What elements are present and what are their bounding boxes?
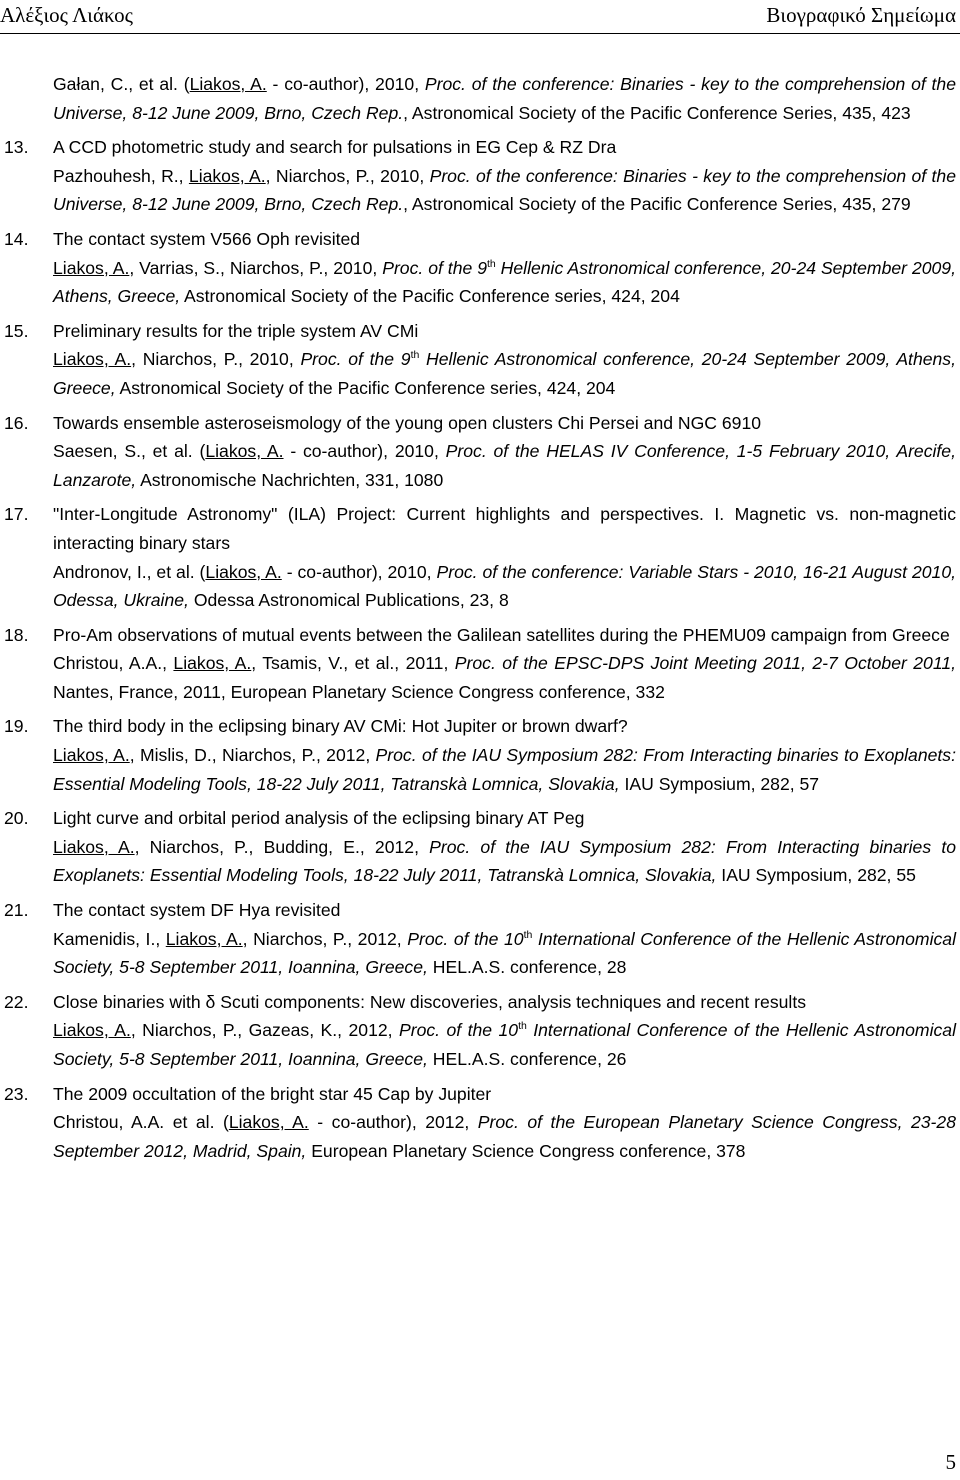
publication-title: Close binaries with δ Scuti components: New discoveries, analysis techniques and recent results — [53, 991, 807, 1012]
publication-entry-continued — [0, 70, 960, 127]
entry-number: 17. — [4, 504, 29, 525]
publication-entry-19 — [0, 712, 960, 798]
publication-entry-22 — [0, 988, 960, 1074]
liakos-author: Liakos, A. — [173, 653, 252, 674]
publication-title: A CCD photometric study and search for pulsations in EG Cep & RZ Dra — [53, 137, 617, 158]
publication-list — [0, 70, 960, 1171]
entry-number: 15. — [4, 320, 29, 341]
publication-entry-17 — [0, 500, 960, 614]
entry-number: 21. — [4, 900, 29, 921]
liakos-author: Liakos, A. — [53, 836, 135, 857]
publication-reference: Kamenidis, I., Liakos, A., Niarchos, P., 2012, Proc. of the 10th International Conference of the Hellenic Astronomical Society, 5-8 September 2011, Ioannina, Greece, HEL.A.S. conference, 28 — [53, 928, 956, 978]
entry-number: 14. — [4, 228, 29, 249]
publication-entry-13 — [0, 133, 960, 219]
publication-title: The contact system DF Hya revisited — [53, 900, 341, 921]
header-doc-title: Βιογραφικό Σημείωμα — [766, 3, 956, 27]
header-rule — [0, 33, 960, 34]
publication-entry-16 — [0, 409, 960, 495]
publication-reference: Liakos, A., Varrias, S., Niarchos, P., 2010, Proc. of the 9th Hellenic Astronomical conference, 20-24 September 2009, Athens, Greece, Astronomical Society of the Pacific Conference series, 424, 204 — [53, 257, 956, 307]
entry-number: 18. — [4, 624, 29, 645]
entry-number: 16. — [4, 412, 29, 433]
publication-entry-20 — [0, 804, 960, 890]
publication-reference: Gałan, C., et al. (Liakos, A. - co-author), 2010, Proc. of the conference: Binaries - key to the comprehension of the Universe, 8-12 June 2009, Brno, Czech Rep., Astronomical Society of the Pacific Conference Series, 435, 423 — [53, 74, 957, 123]
publication-title: The contact system V566 Oph revisited — [53, 228, 361, 249]
publication-title: Pro-Am observations of mutual events between the Galilean satellites during the PHEMU09 campaign from Greece — [53, 624, 950, 645]
liakos-author: Liakos, A. — [205, 561, 282, 582]
liakos-author: Liakos, A. — [53, 349, 132, 370]
entry-number: 20. — [4, 808, 29, 829]
publication-reference: Liakos, A., Niarchos, P., 2010, Proc. of the 9th Hellenic Astronomical conference, 20-24 September 2009, Athens, Greece, Astronomical Society of the Pacific Conference series, 424, 204 — [53, 349, 956, 398]
publication-title: The 2009 occultation of the bright star 45 Cap by Jupiter — [53, 1083, 492, 1104]
publication-title: Preliminary results for the triple system AV CMi — [53, 320, 419, 341]
publication-reference: Andronov, I., et al. (Liakos, A. - co-author), 2010, Proc. of the conference: Variable Stars - 2010, 16-21 August 2010, Odessa, Ukraine, Odessa Astronomical Publications, 23, 8 — [53, 561, 956, 611]
entry-number: 13. — [4, 137, 29, 158]
liakos-author: Liakos, A. — [228, 1112, 309, 1133]
publication-entry-15 — [0, 317, 960, 403]
publication-reference: Christou, A.A. et al. (Liakos, A. - co-author), 2012, Proc. of the European Planetary Science Congress, 23-28 September 2012, Madrid, Spain, European Planetary Science Congress conference, 378 — [53, 1112, 956, 1161]
liakos-author: Liakos, A. — [188, 165, 266, 186]
publication-entry-21 — [0, 896, 960, 982]
publication-reference: Liakos, A., Niarchos, P., Gazeas, K., 2012, Proc. of the 10th International Conference of the Hellenic Astronomical Society, 5-8 September 2011, Ioannina, Greece, HEL.A.S. conference, 26 — [53, 1020, 956, 1069]
publication-reference: Christou, A.A., Liakos, A., Tsamis, V., et al., 2011, Proc. of the EPSC-DPS Joint Meeting 2011, 2-7 October 2011, Nantes, France, 2011, European Planetary Science Congress conference, 332 — [53, 653, 956, 702]
publication-title: The third body in the eclipsing binary AV CMi: Hot Jupiter or brown dwarf? — [53, 716, 628, 737]
liakos-author: Liakos, A. — [53, 257, 130, 278]
publication-reference: Liakos, A., Mislis, D., Niarchos, P., 2012, Proc. of the IAU Symposium 282: From Interacting binaries to Exoplanets: Essential Modeling Tools, 18-22 July 2011, Tatranskà Lomnica, Slovakia, IAU Symposium, 282, 57 — [53, 745, 956, 794]
publication-title: "Inter-Longitude Astronomy" (ILA) Project: Current highlights and perspectives. I. Magnetic vs. non-magnetic interacting binary stars — [53, 504, 956, 553]
publication-title: Light curve and orbital period analysis of the eclipsing binary AT Peg — [53, 808, 585, 829]
publication-title: Towards ensemble asteroseismology of the young open clusters Chi Persei and NGC 6910 — [53, 412, 762, 433]
header-author: Αλέξιος Λιάκος — [0, 3, 133, 27]
publication-entry-18 — [0, 621, 960, 707]
page-number: 5 — [945, 1450, 956, 1474]
liakos-author: Liakos, A. — [205, 441, 284, 462]
liakos-author: Liakos, A. — [53, 745, 130, 766]
liakos-author: Liakos, A. — [189, 74, 267, 94]
publication-entry-14 — [0, 225, 960, 311]
liakos-author: Liakos, A. — [53, 1020, 131, 1041]
page-header — [0, 0, 960, 34]
entry-number: 19. — [4, 716, 29, 737]
entry-number: 22. — [4, 991, 29, 1012]
entry-number: 23. — [4, 1083, 29, 1104]
publication-reference: Pazhouhesh, R., Liakos, A., Niarchos, P., 2010, Proc. of the conference: Binaries - key to the comprehension of the Universe, 8-12 June 2009, Brno, Czech Rep., Astronomical Society of the Pacific Conference Series, 435, 279 — [53, 165, 956, 215]
publication-entry-23 — [0, 1080, 960, 1166]
publication-reference: Saesen, S., et al. (Liakos, A. - co-author), 2010, Proc. of the HELAS IV Conference, 1-5 February 2010, Arecife, Lanzarote, Astronomische Nachrichten, 331, 1080 — [53, 441, 956, 490]
publication-reference: Liakos, A., Niarchos, P., Budding, E., 2012, Proc. of the IAU Symposium 282: From Interacting binaries to Exoplanets: Essential Modeling Tools, 18-22 July 2011, Tatranskà Lomnica, Slovakia, IAU Symposium, 282, 55 — [53, 836, 956, 886]
liakos-author: Liakos, A. — [165, 928, 243, 949]
